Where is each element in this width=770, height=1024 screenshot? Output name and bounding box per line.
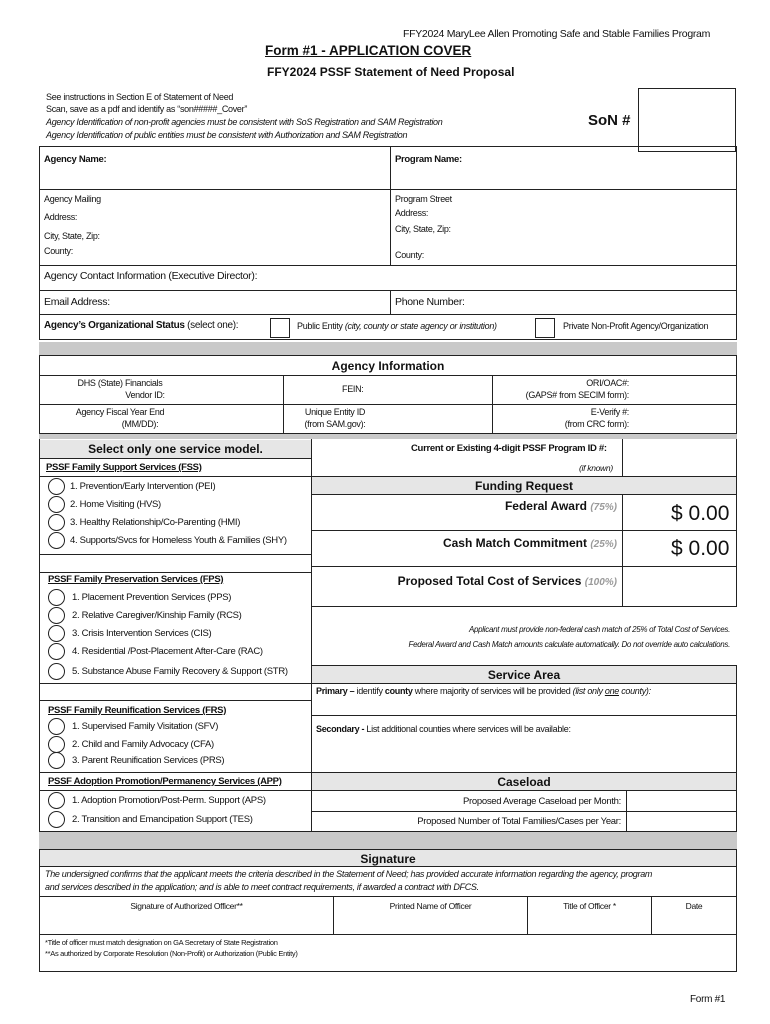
caseload-title: Caseload bbox=[497, 775, 551, 789]
agency-county-label: County: bbox=[44, 246, 73, 256]
federal-award-pct: (75%) bbox=[590, 502, 617, 513]
fiscal-year-label: Agency Fiscal Year End (MM/DD): bbox=[75, 407, 165, 429]
total-cases-label: Proposed Number of Total Families/Cases per Year: bbox=[417, 816, 621, 827]
fiscal-year-field[interactable] bbox=[200, 405, 282, 433]
fss-option-label-2: 2. Home Visiting (HVS) bbox=[70, 499, 161, 510]
federal-award-value: $ 0.00 bbox=[671, 502, 730, 525]
footnote-2: **As authorized by Corporate Resolution (Non-Profit) or Authorization (Public Entity) bbox=[45, 949, 298, 958]
total-cost-field[interactable] bbox=[622, 566, 737, 607]
avg-caseload-label: Proposed Average Caseload per Month: bbox=[462, 796, 621, 807]
instruction-line-1: See instructions in Section E of Statement of Need bbox=[46, 92, 234, 102]
uei-field[interactable] bbox=[385, 405, 491, 433]
primary-county-field[interactable] bbox=[313, 700, 735, 714]
org-status-hint: (select one): bbox=[187, 320, 239, 331]
fps-radio-5[interactable] bbox=[48, 663, 65, 680]
contact-field[interactable] bbox=[272, 267, 735, 288]
frs-option-label-3: 3. Parent Reunification Services (PRS) bbox=[72, 755, 225, 766]
frs-radio-3[interactable] bbox=[48, 752, 65, 769]
fps-radio-1[interactable] bbox=[48, 589, 65, 606]
cash-match-pct: (25%) bbox=[590, 539, 617, 550]
program-name-label: Program Name: bbox=[395, 154, 462, 165]
total-cost-label: Proposed Total Cost of Services bbox=[397, 574, 582, 588]
app-option-label-2: 2. Transition and Emancipation Support (TES) bbox=[72, 814, 253, 825]
secondary-county-field[interactable] bbox=[313, 738, 735, 770]
officer-title-field[interactable] bbox=[528, 912, 650, 933]
agency-name-label: Agency Name: bbox=[44, 154, 107, 165]
primary-county-row: Primary – identify county where majority of services will be provided (list only one county): bbox=[316, 686, 651, 696]
fss-radio-4[interactable] bbox=[48, 532, 65, 549]
son-label: SoN # bbox=[588, 112, 631, 129]
fps-option-label-3: 3. Crisis Intervention Services (CIS) bbox=[72, 628, 212, 639]
total-cost-pct: (100%) bbox=[584, 577, 617, 588]
signature-statement-2: and services described in the application; and is able to meet contract requirements, if awarded a contract with DFCS. bbox=[45, 882, 479, 892]
fss-radio-1[interactable] bbox=[48, 478, 65, 495]
program-street-label: Program Street bbox=[395, 194, 452, 204]
fein-field[interactable] bbox=[385, 376, 491, 403]
date-field[interactable] bbox=[652, 912, 736, 933]
fps-option-label-4: 4. Residential /Post-Placement After-Care (RAC) bbox=[72, 646, 263, 657]
officer-title-col-label: Title of Officer * bbox=[563, 901, 616, 911]
program-line: FFY2024 MaryLee Allen Promoting Safe and Stable Families Program bbox=[403, 28, 711, 40]
public-entity-hint: (city, county or state agency or institution) bbox=[344, 321, 497, 331]
fss-option-label-3: 3. Healthy Relationship/Co-Parenting (HMI) bbox=[70, 517, 241, 528]
cash-match-label: Cash Match Commitment bbox=[442, 536, 587, 550]
dhs-label: DHS (State) Financials Vendor ID: bbox=[77, 378, 165, 400]
private-nonprofit-label: Private Non-Profit Agency/Organization bbox=[563, 321, 709, 331]
fps-header: PSSF Family Preservation Services (FPS) bbox=[48, 574, 224, 585]
service-area-title: Service Area bbox=[487, 668, 561, 682]
ori-label: ORI/OAC#: (GAPS# from SECIM form): bbox=[525, 378, 629, 400]
everify-label: E-Verify #: (from CRC form): bbox=[564, 407, 629, 429]
printed-name-field[interactable] bbox=[334, 912, 526, 933]
email-label: Email Address: bbox=[44, 296, 110, 308]
cash-match-row bbox=[312, 536, 617, 550]
app-radio-1[interactable] bbox=[48, 792, 65, 809]
fss-radio-2[interactable] bbox=[48, 496, 65, 513]
printed-name-col-label: Printed Name of Officer bbox=[389, 901, 472, 911]
public-entity-label: Public Entity bbox=[297, 321, 343, 331]
program-city-label: City, State, Zip: bbox=[395, 224, 451, 234]
fps-option-label-5: 5. Substance Abuse Family Recovery & Support (STR) bbox=[72, 666, 288, 677]
contact-label: Agency Contact Information (Executive Director): bbox=[44, 270, 258, 282]
signature-col-label: Signature of Authorized Officer** bbox=[130, 901, 243, 911]
frs-option-label-2: 2. Child and Family Advocacy (CFA) bbox=[72, 739, 214, 750]
cash-match-value: $ 0.00 bbox=[671, 537, 730, 560]
instruction-line-3: Agency Identification of non-profit agencies must be consistent with SoS Registration and SAM Registration bbox=[46, 117, 443, 127]
program-address-field[interactable] bbox=[470, 192, 735, 262]
org-status bbox=[44, 320, 238, 331]
secondary-county-row: Secondary - List additional counties where services will be available: bbox=[316, 724, 571, 734]
son-number-field[interactable] bbox=[638, 88, 736, 152]
program-id-hint: (if known) bbox=[579, 463, 613, 473]
instruction-line-4: Agency Identification of public entities must be consistent with Authorization and SAM Registration bbox=[46, 130, 408, 140]
frs-radio-1[interactable] bbox=[48, 718, 65, 735]
program-name-field[interactable] bbox=[392, 168, 736, 188]
instruction-line-2: Scan, save as a pdf and identify as “son#####_Cover” bbox=[46, 104, 248, 114]
signature-field[interactable] bbox=[40, 912, 332, 933]
funding-note-1: Applicant must provide non-federal cash match of 25% of Total Cost of Services. bbox=[468, 625, 730, 634]
fps-radio-4[interactable] bbox=[48, 643, 65, 660]
fss-radio-3[interactable] bbox=[48, 514, 65, 531]
app-header: PSSF Adoption Promotion/Permanency Services (APP) bbox=[48, 776, 282, 787]
page-footer: Form #1 bbox=[690, 994, 726, 1005]
program-id-field[interactable] bbox=[623, 440, 735, 475]
fss-option-label-1: 1. Prevention/Early Intervention (PEI) bbox=[70, 481, 216, 492]
fein-label: FEIN: bbox=[342, 384, 364, 394]
fss-option-label-4: 4. Supports/Svcs for Homeless Youth & Families (SHY) bbox=[70, 535, 287, 546]
frs-option-label-1: 1. Supervised Family Visitation (SFV) bbox=[72, 721, 219, 732]
agency-city-label: City, State, Zip: bbox=[44, 231, 100, 241]
fps-option-label-1: 1. Placement Prevention Services (PPS) bbox=[72, 592, 232, 603]
federal-award-row bbox=[312, 499, 617, 513]
fps-radio-3[interactable] bbox=[48, 625, 65, 642]
footnote-1: *Title of officer must match designation on GA Secretary of State Registration bbox=[45, 938, 278, 947]
email-field[interactable] bbox=[120, 292, 388, 313]
dhs-vendor-field[interactable] bbox=[200, 376, 282, 403]
funding-title: Funding Request bbox=[475, 479, 573, 493]
total-cases-field[interactable] bbox=[627, 812, 735, 830]
federal-award-label: Federal Award bbox=[504, 499, 587, 513]
form-subtitle: FFY2024 PSSF Statement of Need Proposal bbox=[267, 65, 515, 79]
fps-option-label-2: 2. Relative Caregiver/Kinship Family (RCS) bbox=[72, 610, 242, 621]
fps-radio-2[interactable] bbox=[48, 607, 65, 624]
program-address-label: Address: bbox=[395, 208, 429, 218]
everify-field[interactable] bbox=[632, 405, 736, 433]
fss-header: PSSF Family Support Services (FSS) bbox=[46, 462, 202, 473]
agency-address-field[interactable] bbox=[120, 192, 388, 262]
program-id-label: Current or Existing 4-digit PSSF Program ID #: bbox=[411, 443, 607, 454]
public-entity-option bbox=[297, 321, 497, 331]
form-title: Form #1 - APPLICATION COVER bbox=[265, 43, 472, 58]
uei-label: Unique Entity ID (from SAM.gov): bbox=[304, 407, 366, 429]
service-model-title: Select only one service model. bbox=[88, 442, 263, 456]
program-county-label: County: bbox=[395, 250, 424, 260]
org-status-label: Agency’s Organizational Status bbox=[44, 320, 185, 331]
agency-address-label: Address: bbox=[44, 212, 78, 222]
frs-radio-2[interactable] bbox=[48, 736, 65, 753]
date-col-label: Date bbox=[685, 901, 703, 911]
phone-label: Phone Number: bbox=[395, 296, 465, 308]
frs-header: PSSF Family Reunification Services (FRS) bbox=[48, 705, 227, 716]
signature-statement-1: The undersigned confirms that the applicant meets the criteria described in the Statement of Need; has provided accurate information regarding the agency, program bbox=[45, 869, 653, 879]
ori-field[interactable] bbox=[632, 376, 736, 403]
agency-mailing-label: Agency Mailing bbox=[44, 194, 101, 204]
app-radio-2[interactable] bbox=[48, 811, 65, 828]
total-cost-row bbox=[312, 574, 617, 588]
public-entity-checkbox[interactable] bbox=[270, 318, 290, 338]
divider-band bbox=[39, 342, 737, 355]
agency-info-title: Agency Information bbox=[331, 359, 445, 373]
funding-note-2: Federal Award and Cash Match amounts calculate automatically. Do not override auto calculations. bbox=[408, 640, 730, 649]
signature-title: Signature bbox=[360, 852, 416, 866]
phone-field[interactable] bbox=[470, 292, 735, 313]
private-nonprofit-checkbox[interactable] bbox=[535, 318, 555, 338]
agency-name-field[interactable] bbox=[40, 168, 389, 188]
app-option-label-1: 1. Adoption Promotion/Post-Perm. Support (APS) bbox=[72, 795, 266, 806]
avg-caseload-field[interactable] bbox=[627, 791, 735, 810]
